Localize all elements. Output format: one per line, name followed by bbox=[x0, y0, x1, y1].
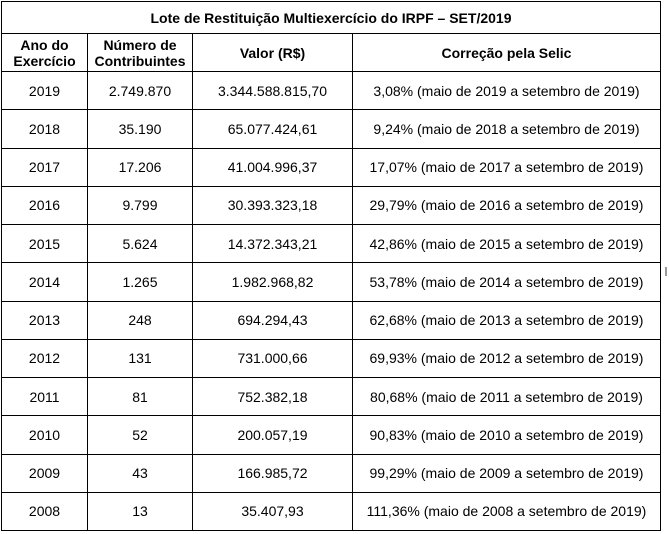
cell-selic: 69,93% (maio de 2012 a setembro de 2019) bbox=[353, 339, 661, 377]
header-ano-line1: Ano do bbox=[20, 36, 69, 53]
table-row bbox=[2, 378, 661, 416]
header-correcao-selic: Correção pela Selic bbox=[353, 34, 661, 72]
cell-contribuintes: 248 bbox=[88, 301, 193, 339]
cell-ano: 2016 bbox=[2, 186, 88, 224]
cell-selic: 29,79% (maio de 2016 a setembro de 2019) bbox=[353, 186, 661, 224]
cell-valor: 694.294,43 bbox=[193, 301, 353, 339]
cell-ano: 2018 bbox=[2, 110, 88, 148]
header-num-line2: Contribuintes bbox=[94, 52, 186, 69]
table-title: Lote de Restituição Multiexercício do IRPF – SET/2019 bbox=[2, 2, 661, 34]
cell-selic: 90,83% (maio de 2010 a setembro de 2019) bbox=[353, 416, 661, 454]
cell-ano: 2010 bbox=[2, 416, 88, 454]
cell-selic: 53,78% (maio de 2014 a setembro de 2019) bbox=[353, 263, 661, 301]
cell-valor: 30.393.323,18 bbox=[193, 186, 353, 224]
cell-contribuintes: 131 bbox=[88, 339, 193, 377]
cell-ano: 2015 bbox=[2, 225, 88, 263]
cell-selic: 99,29% (maio de 2009 a setembro de 2019) bbox=[353, 454, 661, 492]
header-valor: Valor (R$) bbox=[193, 34, 353, 72]
cell-valor: 731.000,66 bbox=[193, 339, 353, 377]
cell-ano: 2009 bbox=[2, 454, 88, 492]
table-row bbox=[2, 110, 661, 148]
table-title-row bbox=[2, 2, 661, 34]
cell-valor: 200.057,19 bbox=[193, 416, 353, 454]
table-row bbox=[2, 301, 661, 339]
table-header-row bbox=[2, 34, 661, 72]
cell-ano: 2012 bbox=[2, 339, 88, 377]
header-numero-contribuintes bbox=[88, 34, 193, 72]
table-row bbox=[2, 454, 661, 492]
header-ano-line2: Exercício bbox=[13, 52, 76, 69]
cell-contribuintes: 13 bbox=[88, 492, 193, 530]
cell-contribuintes: 2.749.870 bbox=[88, 72, 193, 110]
cell-contribuintes: 35.190 bbox=[88, 110, 193, 148]
cell-valor: 35.407,93 bbox=[193, 492, 353, 530]
cell-contribuintes: 9.799 bbox=[88, 186, 193, 224]
table-row bbox=[2, 225, 661, 263]
cell-valor: 41.004.996,37 bbox=[193, 148, 353, 186]
cell-ano: 2013 bbox=[2, 301, 88, 339]
cell-valor: 166.985,72 bbox=[193, 454, 353, 492]
cell-valor: 752.382,18 bbox=[193, 378, 353, 416]
table-row bbox=[2, 72, 661, 110]
cell-ano: 2017 bbox=[2, 148, 88, 186]
cell-contribuintes: 17.206 bbox=[88, 148, 193, 186]
cell-ano: 2014 bbox=[2, 263, 88, 301]
table-row bbox=[2, 263, 661, 301]
table-row bbox=[2, 186, 661, 224]
cell-ano: 2011 bbox=[2, 378, 88, 416]
cell-selic: 42,86% (maio de 2015 a setembro de 2019) bbox=[353, 225, 661, 263]
cell-valor: 1.982.968,82 bbox=[193, 263, 353, 301]
cell-selic: 62,68% (maio de 2013 a setembro de 2019) bbox=[353, 301, 661, 339]
header-ano-exercicio bbox=[2, 34, 88, 72]
table-row bbox=[2, 339, 661, 377]
table-row bbox=[2, 148, 661, 186]
cell-contribuintes: 43 bbox=[88, 454, 193, 492]
cell-ano: 2008 bbox=[2, 492, 88, 530]
table-row bbox=[2, 416, 661, 454]
cell-contribuintes: 5.624 bbox=[88, 225, 193, 263]
cell-selic: 111,36% (maio de 2008 a setembro de 2019) bbox=[353, 492, 661, 530]
restitution-table bbox=[1, 1, 661, 531]
cell-contribuintes: 81 bbox=[88, 378, 193, 416]
header-num-line1: Número de bbox=[103, 36, 177, 53]
cell-contribuintes: 1.265 bbox=[88, 263, 193, 301]
cell-contribuintes: 52 bbox=[88, 416, 193, 454]
cell-selic: 3,08% (maio de 2019 a setembro de 2019) bbox=[353, 72, 661, 110]
cell-ano: 2019 bbox=[2, 72, 88, 110]
resize-handle-mark bbox=[665, 267, 667, 276]
cell-selic: 17,07% (maio de 2017 a setembro de 2019) bbox=[353, 148, 661, 186]
table-row bbox=[2, 492, 661, 530]
cell-selic: 80,68% (maio de 2011 a setembro de 2019) bbox=[353, 378, 661, 416]
cell-selic: 9,24% (maio de 2018 a setembro de 2019) bbox=[353, 110, 661, 148]
cell-valor: 65.077.424,61 bbox=[193, 110, 353, 148]
cell-valor: 14.372.343,21 bbox=[193, 225, 353, 263]
cell-valor: 3.344.588.815,70 bbox=[193, 72, 353, 110]
